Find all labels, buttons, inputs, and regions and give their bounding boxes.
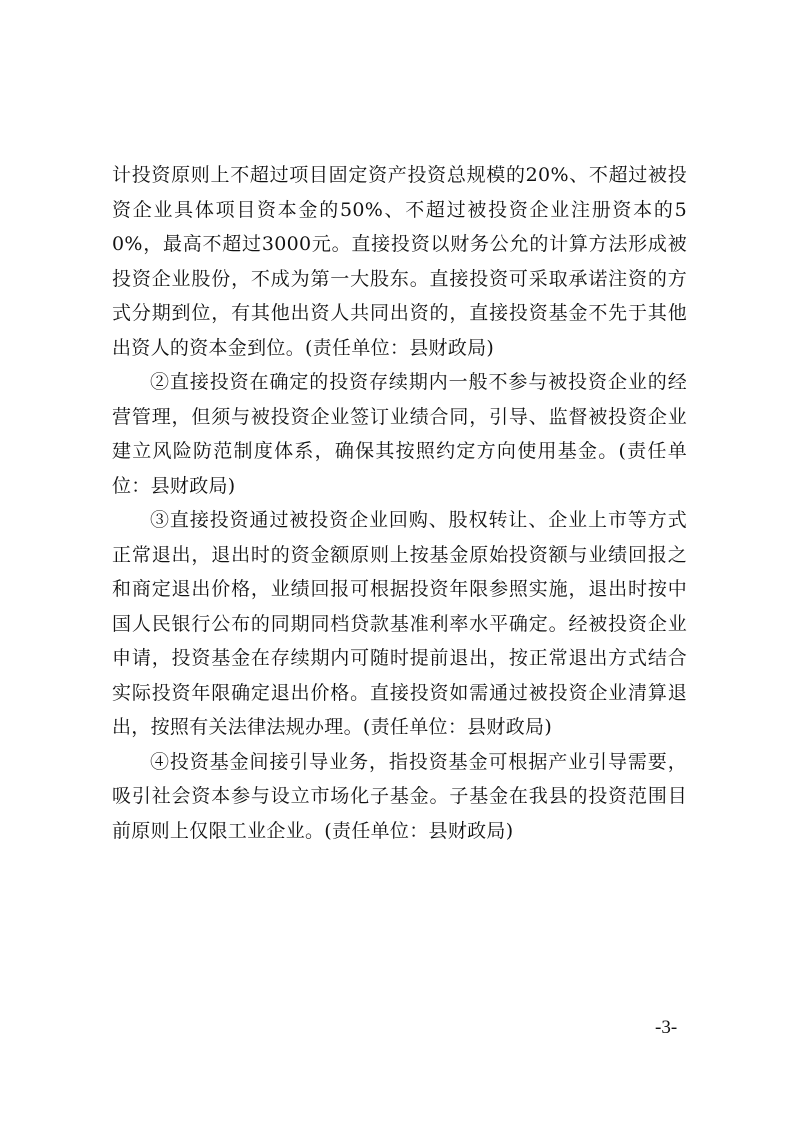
document-body (112, 158, 687, 848)
paragraph-item-4: ④投资基金间接引导业务，指投资基金可根据产业引导需要，吸引社会资本参与设立市场化子基金。子基金在我县的投资范围目前原则上仅限工业企业。(责任单位：县财政局) (112, 750, 687, 842)
paragraph-continued: 计投资原则上不超过项目固定资产投资总规模的20%、不超过被投资企业具体项目资本金的50%、不超过被投资企业注册资本的50%，最高不超过3000元。直接投资以财务公允的计算方法形成被投资企业股份，不成为第一大股东。直接投资可采取承诺注资的方式分期到位，有其他出资人共同出资的，直接投资基金不先于其他出资人的资本金到位。(责任单位：县财政局) (112, 164, 687, 359)
paragraph-item-3: ③直接投资通过被投资企业回购、股权转让、企业上市等方式正常退出，退出时的资金额原则上按基金原始投资额与业绩回报之和商定退出价格，业绩回报可根据投资年限参照实施，退出时按中国人民银行公布的同期同档贷款基准利率水平确定。经被投资企业申请，投资基金在存续期内可随时提前退出，按正常退出方式结合实际投资年限确定退出价格。直接投资如需通过被投资企业清算退出，按照有关法律法规办理。(责任单位：县财政局) (112, 509, 687, 738)
page-number: -3- (655, 1017, 678, 1038)
paragraph-item-2: ②直接投资在确定的投资存续期内一般不参与被投资企业的经营管理，但须与被投资企业签订业绩合同，引导、监督被投资企业建立风险防范制度体系，确保其按照约定方向使用基金。(责任单位：县财政局) (112, 371, 687, 497)
